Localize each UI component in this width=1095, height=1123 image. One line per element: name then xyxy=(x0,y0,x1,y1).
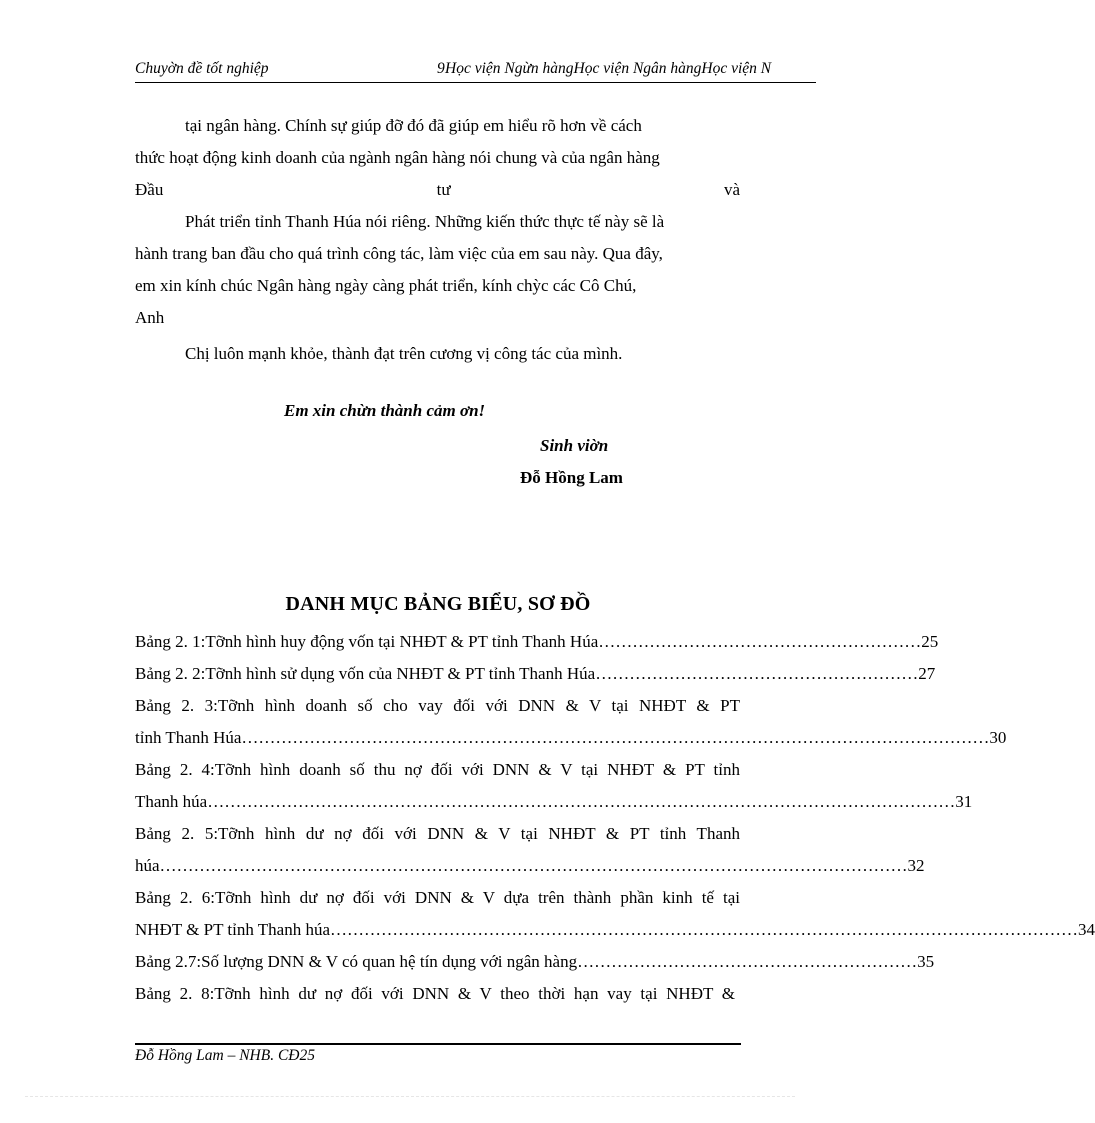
toc-entry-line1[interactable] xyxy=(135,818,740,850)
word: Đầu xyxy=(135,180,164,199)
body-line: hành trang ban đầu cho quá trình công tác, làm việc của em sau này. Qua đây, xyxy=(135,244,663,263)
toc-leader: ………………………………………………… xyxy=(594,952,918,971)
signature-name: Đỗ Hồng Lam xyxy=(520,468,623,487)
toc-page: 35 xyxy=(917,952,935,971)
word: tư xyxy=(436,180,451,199)
toc-entry-text: tỉnh Thanh Húa xyxy=(135,728,242,747)
toc-page: 30 xyxy=(989,728,1007,747)
word: và xyxy=(723,180,740,199)
toc-leader: ………………………………………………… xyxy=(595,664,919,683)
toc-entry[interactable] xyxy=(135,914,1095,946)
page-number: 9 xyxy=(437,60,445,77)
page-bottom-edge xyxy=(25,1096,795,1097)
body-line-justified xyxy=(135,174,740,206)
toc-entry-text: Bảng 2. 4:Tỡnh hình doanh số thu nợ đối với DNN & V tại NHĐT & PT tỉnh xyxy=(135,760,740,779)
toc-entry-text: NHĐT & PT tỉnh Thanh húa xyxy=(135,920,331,939)
toc-entry-text: Bảng 2. 5:Tỡnh hình dư nợ đối với DNN & V tại NHĐT & PT tỉnh Thanh xyxy=(135,824,740,843)
footer-author: Đỗ Hồng Lam – NHB. CĐ25 xyxy=(135,1047,315,1064)
toc-page: 31 xyxy=(955,792,973,811)
toc-entry[interactable] xyxy=(135,946,935,978)
toc-entry-text: Thanh húa xyxy=(135,792,208,811)
header-right-title: Học viện Ngừn hàngHọc viện Ngân hàngHọc viện N xyxy=(445,60,772,77)
body-line: Chị luôn mạnh khỏe, thành đạt trên cương vị công tác của mình. xyxy=(185,344,623,363)
body-line: tại ngân hàng. Chính sự giúp đỡ đó đã giúp em hiểu rõ hơn về cách xyxy=(185,116,642,135)
acknowledgement-text xyxy=(135,110,740,370)
toc-entry[interactable] xyxy=(135,978,740,1010)
toc-leader: …………………………………………………………………………………………………………………… xyxy=(207,792,956,811)
toc-entry[interactable] xyxy=(135,722,1007,754)
toc-leader: ………………………………………………… xyxy=(598,632,922,651)
thanks-line: Em xin chừn thành cảm ơn! xyxy=(284,401,486,420)
toc-entry-line1[interactable] xyxy=(135,690,740,722)
page-header xyxy=(135,58,816,83)
toc-entry[interactable] xyxy=(135,626,939,658)
toc-entry[interactable] xyxy=(135,658,936,690)
toc-entry[interactable] xyxy=(135,850,925,882)
toc-leader: …………………………………………………………………………………………………………………… xyxy=(330,920,1079,939)
signature-role: Sinh viờn xyxy=(540,436,609,455)
toc-leader: …………………………………………………………………………………………………………………… xyxy=(241,728,990,747)
toc-entry-text: Bảng 2. 6:Tỡnh hình dư nợ đối với DNN & V dựa trên thành phần kinh tế tại xyxy=(135,888,740,907)
header-left-title: Chuyờn đề tốt nghiệp xyxy=(135,60,269,77)
toc-entry[interactable] xyxy=(135,786,973,818)
toc-entry-text: Bảng 2. 1:Tỡnh hình huy động vốn tại NHĐT & PT tỉnh Thanh Húa xyxy=(135,632,599,651)
body-line: Phát triển tỉnh Thanh Húa nói riêng. Những kiến thức thực tế này sẽ là xyxy=(185,212,665,231)
table-of-figures xyxy=(135,626,1095,1010)
toc-entry-text: Bảng 2. 3:Tỡnh hình doanh số cho vay đối với DNN & V tại NHĐT & PT xyxy=(135,696,740,715)
toc-entry-line1[interactable] xyxy=(135,882,740,914)
toc-title: DANH MỤC BẢNG BIỂU, SƠ ĐỒ xyxy=(285,593,591,615)
body-line: Anh xyxy=(135,308,165,327)
toc-entry-line1[interactable] xyxy=(135,754,740,786)
toc-page: 25 xyxy=(921,632,939,651)
body-line: thức hoạt động kinh doanh của ngành ngân hàng nói chung và của ngân hàng xyxy=(135,148,660,167)
toc-page: 34 xyxy=(1078,920,1095,939)
toc-entry-text: húa xyxy=(135,856,160,875)
footer-divider xyxy=(135,1043,741,1045)
toc-entry-text: Bảng 2. 2:Tỡnh hình sử dụng vốn của NHĐT & PT tỉnh Thanh Húa xyxy=(135,664,596,683)
toc-page: 32 xyxy=(907,856,925,875)
toc-page: 27 xyxy=(918,664,936,683)
toc-entry-text: Bảng 2.7:Số lượng DNN & V có quan hệ tín dụng với ngân hàng… xyxy=(135,952,595,971)
body-line: em xin kính chúc Ngân hàng ngày càng phát triển, kính chỳc các Cô Chú, xyxy=(135,276,637,295)
toc-leader: …………………………………………………………………………………………………………………… xyxy=(159,856,908,875)
toc-entry-text: Bảng 2. 8:Tỡnh hình dư nợ đối với DNN & V theo thời hạn vay tại NHĐT & xyxy=(135,984,735,1003)
